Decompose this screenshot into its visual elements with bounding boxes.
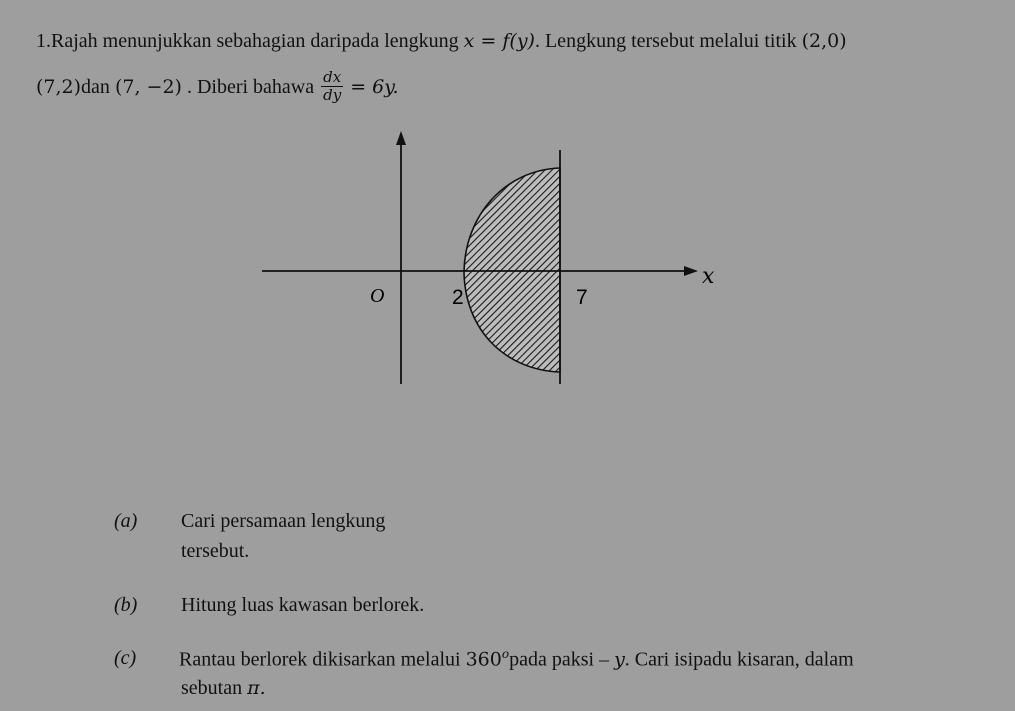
label-2: 2 (452, 286, 464, 309)
point-2-0: (2,0) (801, 30, 847, 52)
part-c-text-2 (181, 677, 266, 700)
part-c-text-a: Rantau berlorek dikisarkan melalui (179, 648, 466, 671)
shaded-region (464, 168, 560, 372)
fraction-numerator: dx (321, 69, 343, 87)
fraction-denominator: dy (323, 86, 342, 104)
part-a-label: (a) (114, 510, 138, 532)
part-c-text-b: pada paksi – (509, 648, 615, 671)
part-c-text-sebutan: sebutan (181, 677, 248, 699)
y-axis-arrow (396, 131, 406, 145)
given-text: . Diberi bahawa (181, 76, 315, 99)
dan-text: dan (81, 76, 115, 99)
point-7-2: (7,2) (36, 76, 82, 99)
part-a-text-2: tersebut. (181, 540, 250, 562)
axis-y: y (614, 648, 625, 671)
x-axis-label: x (702, 264, 715, 289)
question-text: 1.Rajah menunjukkan sebahagian daripada lengkung (36, 30, 464, 52)
degree-symbol: o (501, 647, 510, 661)
origin-label: O (370, 285, 385, 307)
pi-symbol: π. (247, 677, 266, 699)
angle-value: 360 (465, 648, 502, 671)
curve-equation: x = f(y) (463, 30, 535, 52)
part-a-text-1: Cari persamaan lengkung (181, 510, 386, 532)
part-c-label: (c) (114, 647, 137, 669)
given-rhs: = 6y. (350, 76, 399, 99)
point-7-neg2: (7, −2) (114, 76, 182, 99)
label-7: 7 (576, 286, 588, 309)
part-c-text-1 (179, 647, 854, 672)
question-text-2: . Lengkung tersebut melalui titik (534, 30, 802, 52)
part-c-text-c: . Cari isipadu kisaran, dalam (624, 648, 854, 671)
x-axis-arrow (684, 266, 698, 276)
part-b-text: Hitung luas kawasan berlorek. (181, 594, 425, 616)
part-b-label: (b) (114, 594, 138, 616)
